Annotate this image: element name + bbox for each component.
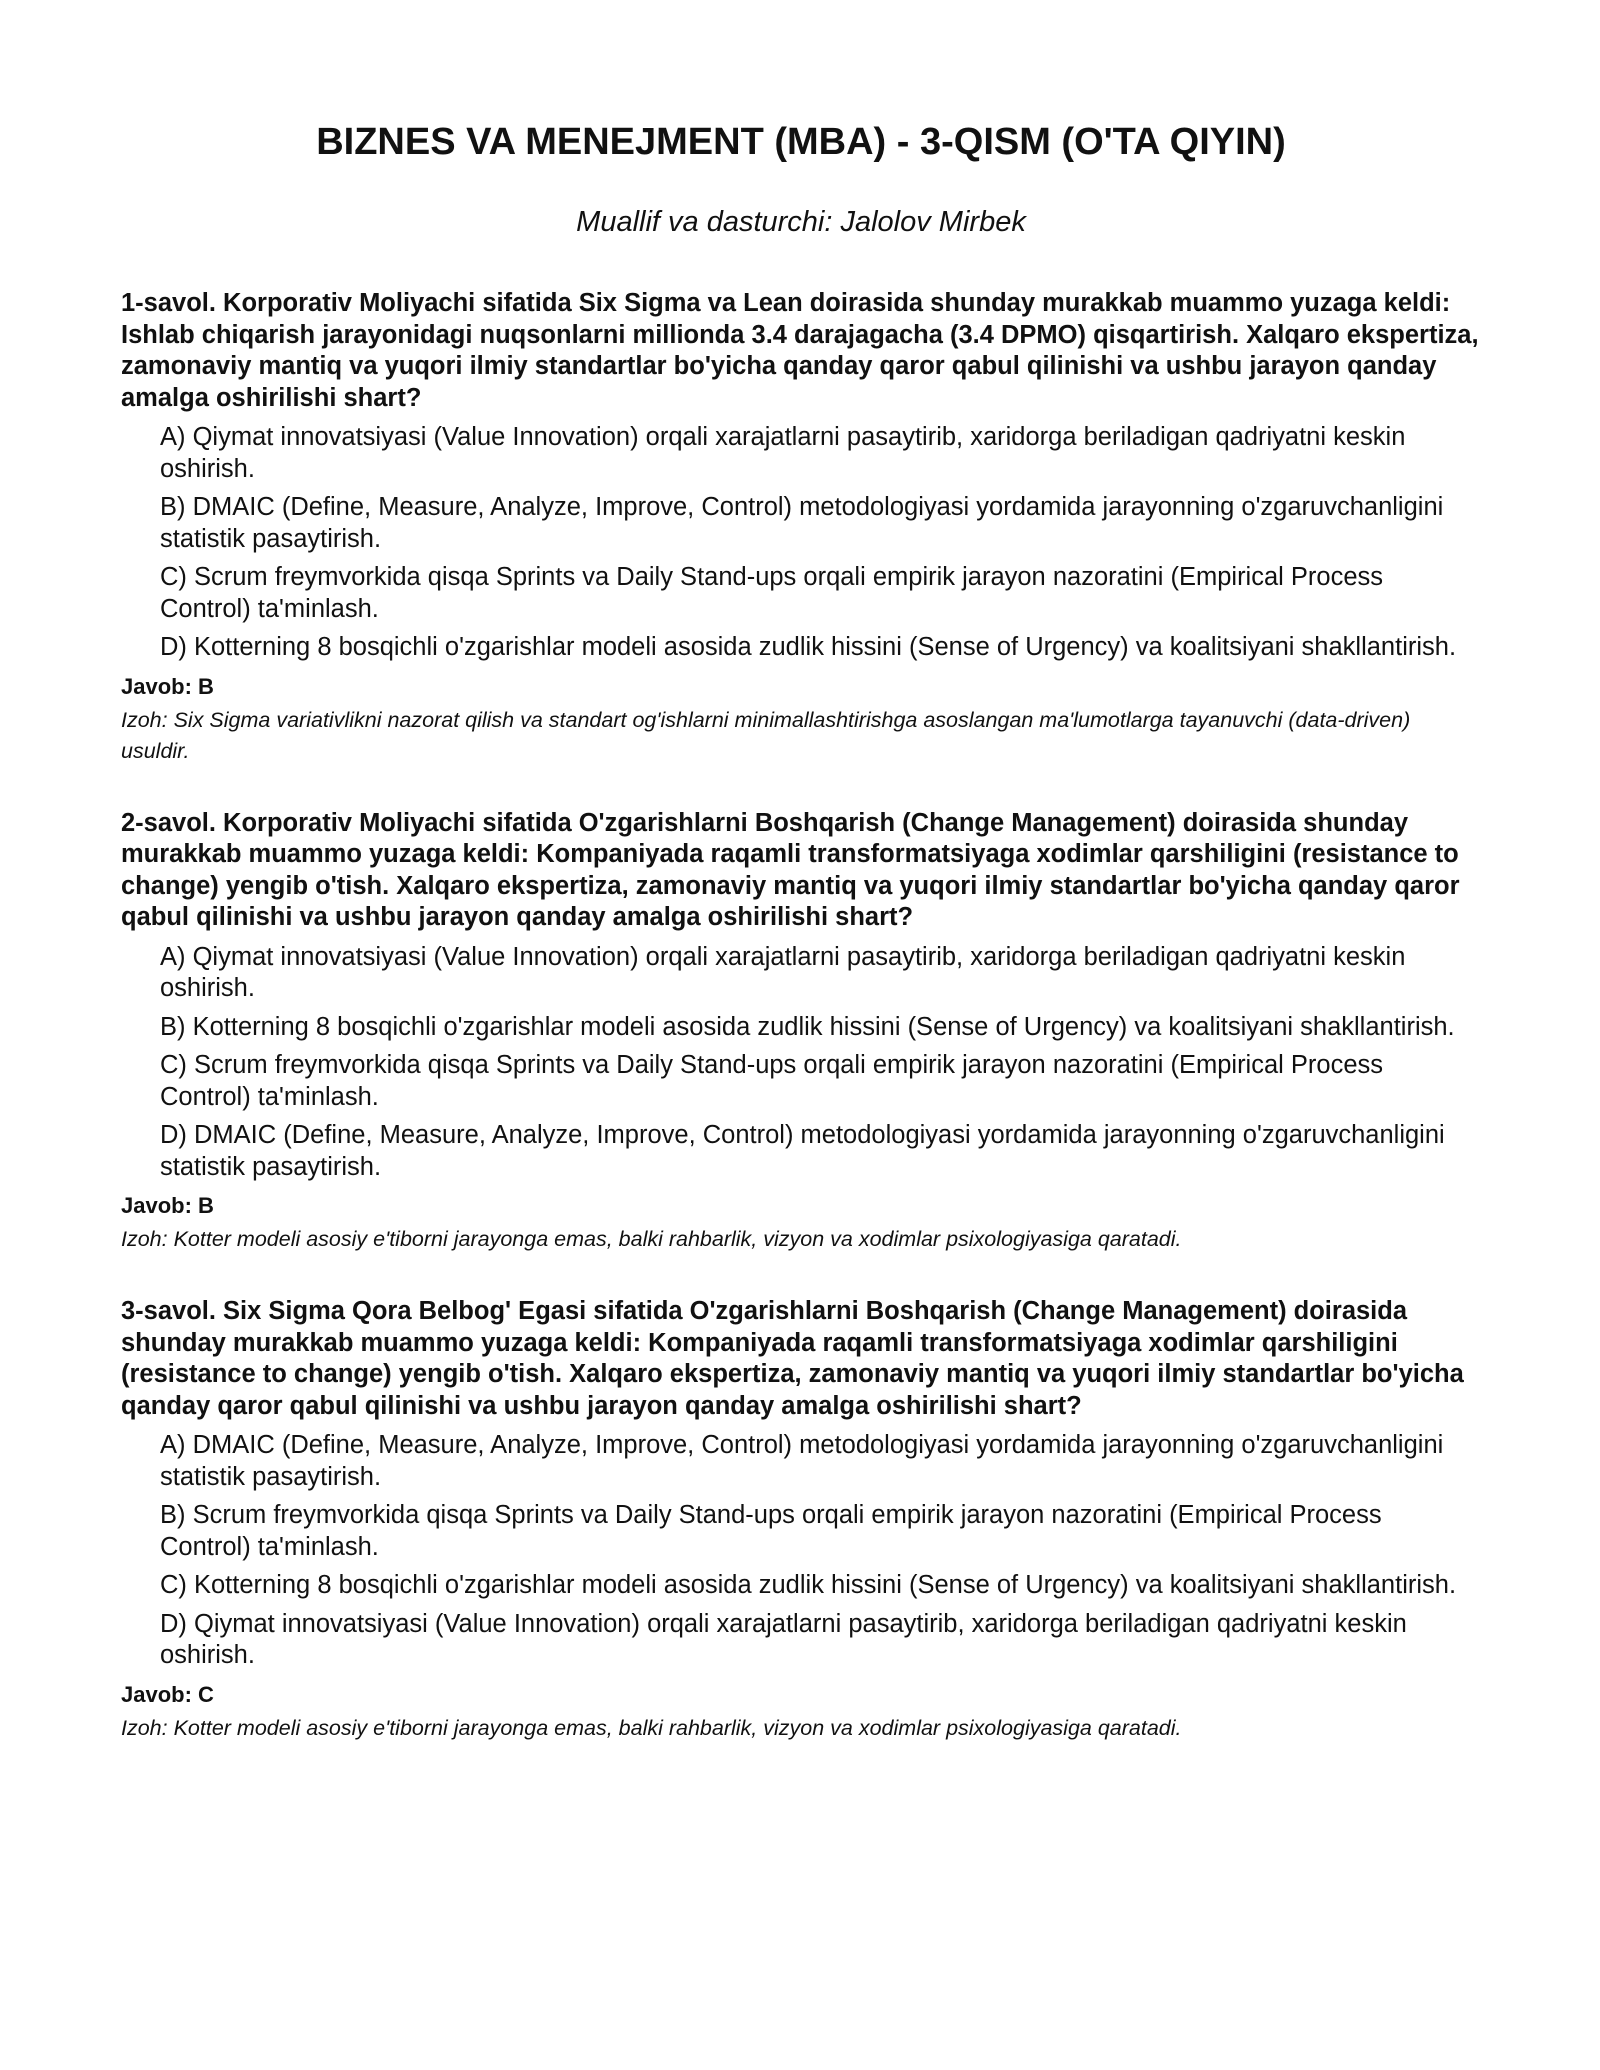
explanation-note: Izoh: Kotter modeli asosiy e'tiborni jarayonga emas, balki rahbarlik, vizyon va xodimlar psixologiyasiga qaratadi. bbox=[121, 1715, 1182, 1740]
option-c: C) Scrum freymvorkida qisqa Sprints va Daily Stand-ups orqali empirik jarayon nazoratini (Empirical Process Control) ta'minlash. bbox=[160, 563, 1384, 623]
option-d: D) Qiymat innovatsiyasi (Value Innovation) orqali xarajatlarni pasaytirib, xaridorga beriladigan qadriyatni keskin oshirish. bbox=[160, 1609, 1407, 1669]
answer-label: Javob: C bbox=[121, 1681, 214, 1707]
option-a: A) DMAIC (Define, Measure, Analyze, Improve, Control) metodologiyasi yordamida jarayonning o'zgaruvchanligini statistik pasaytirish. bbox=[160, 1431, 1444, 1491]
question-text: 2-savol. Korporativ Moliyachi sifatida O'zgarishlarni Boshqarish (Change Management) doirasida shunday murakkab muammo yuzaga keldi: Kompaniyada raqamli transformatsiyaga xodimlar qarshiligini (resistance to change) yengib o'tish. Xalqaro ekspertiza, zamonaviy mantiq va yuqori ilmiy standartlar bo'yicha qanday qaror qabul qilinishi va ushbu jarayon qanday amalga oshirilishi shart? bbox=[121, 808, 1460, 931]
option-list bbox=[121, 422, 1481, 664]
option-list bbox=[121, 1430, 1481, 1672]
answer-label: Javob: B bbox=[121, 1193, 214, 1218]
option-b: B) DMAIC (Define, Measure, Analyze, Improve, Control) metodologiyasi yordamida jarayonning o'zgaruvchanligini statistik pasaytirish. bbox=[160, 493, 1444, 553]
option-b: B) Kotterning 8 bosqichli o'zgarishlar modeli asosida zudlik hissini (Sense of Urgency) va koalitsiyani shakllantirish. bbox=[160, 1012, 1455, 1041]
question-list bbox=[121, 288, 1481, 1785]
option-list bbox=[121, 942, 1481, 1184]
question-text: 3-savol. Six Sigma Qora Belbog' Egasi sifatida O'zgarishlarni Boshqarish (Change Management) doirasida shunday murakkab muammo yuzaga keldi: Kompaniyada raqamli transformatsiyaga xodimlar qarshiligini (resistance to change) yengib o'tish. Xalqaro ekspertiza, zamonaviy mantiq va yuqori ilmiy standartlar bo'yicha qanday qaror qabul qilinishi va ushbu jarayon qanday amalga oshirilishi shart? bbox=[121, 1297, 1464, 1420]
option-c: C) Scrum freymvorkida qisqa Sprints va Daily Stand-ups orqali empirik jarayon nazoratini (Empirical Process Control) ta'minlash. bbox=[160, 1051, 1384, 1111]
document-author: Muallif va dasturchi: Jalolov Mirbek bbox=[576, 206, 1026, 238]
explanation-note: Izoh: Kotter modeli asosiy e'tiborni jarayonga emas, balki rahbarlik, vizyon va xodimlar psixologiyasiga qaratadi. bbox=[121, 1227, 1182, 1251]
question-1 bbox=[121, 288, 1481, 767]
question-text: 1-savol. Korporativ Moliyachi sifatida Six Sigma va Lean doirasida shunday murakkab muammo yuzaga keldi: Ishlab chiqarish jarayonidagi nuqsonlarni millionda 3.4 darajagacha (3.4 DPMO) qisqartirish. Xalqaro ekspertiza, zamonaviy mantiq va yuqori ilmiy standartlar bo'yicha qanday qaror qabul qilinishi va ushbu jarayon qanday amalga oshirilishi shart? bbox=[121, 289, 1479, 412]
question-3 bbox=[121, 1296, 1481, 1744]
question-2 bbox=[121, 808, 1481, 1256]
answer-label: Javob: B bbox=[121, 673, 214, 699]
explanation-note: Izoh: Six Sigma variativlikni nazorat qilish va standart og'ishlarni minimallashtirishga asoslangan ma'lumotlarga tayanuvchi (data-driven) usuldir. bbox=[121, 707, 1411, 763]
document-title: BIZNES VA MENEJMENT (MBA) - 3-QISM (O'TA QIYIN) bbox=[316, 121, 1286, 163]
option-a: A) Qiymat innovatsiyasi (Value Innovation) orqali xarajatlarni pasaytirib, xaridorga beriladigan qadriyatni keskin oshirish. bbox=[160, 942, 1406, 1002]
option-a: A) Qiymat innovatsiyasi (Value Innovation) orqali xarajatlarni pasaytirib, xaridorga beriladigan qadriyatni keskin oshirish. bbox=[160, 423, 1406, 483]
option-d: D) Kotterning 8 bosqichli o'zgarishlar modeli asosida zudlik hissini (Sense of Urgency) va koalitsiyani shakllantirish. bbox=[160, 633, 1457, 661]
option-d: D) DMAIC (Define, Measure, Analyze, Improve, Control) metodologiyasi yordamida jarayonning o'zgaruvchanligini statistik pasaytirish. bbox=[160, 1121, 1445, 1181]
option-c: C) Kotterning 8 bosqichli o'zgarishlar modeli asosida zudlik hissini (Sense of Urgency) va koalitsiyani shakllantirish. bbox=[160, 1571, 1457, 1599]
option-b: B) Scrum freymvorkida qisqa Sprints va Daily Stand-ups orqali empirik jarayon nazoratini (Empirical Process Control) ta'minlash. bbox=[160, 1501, 1382, 1561]
